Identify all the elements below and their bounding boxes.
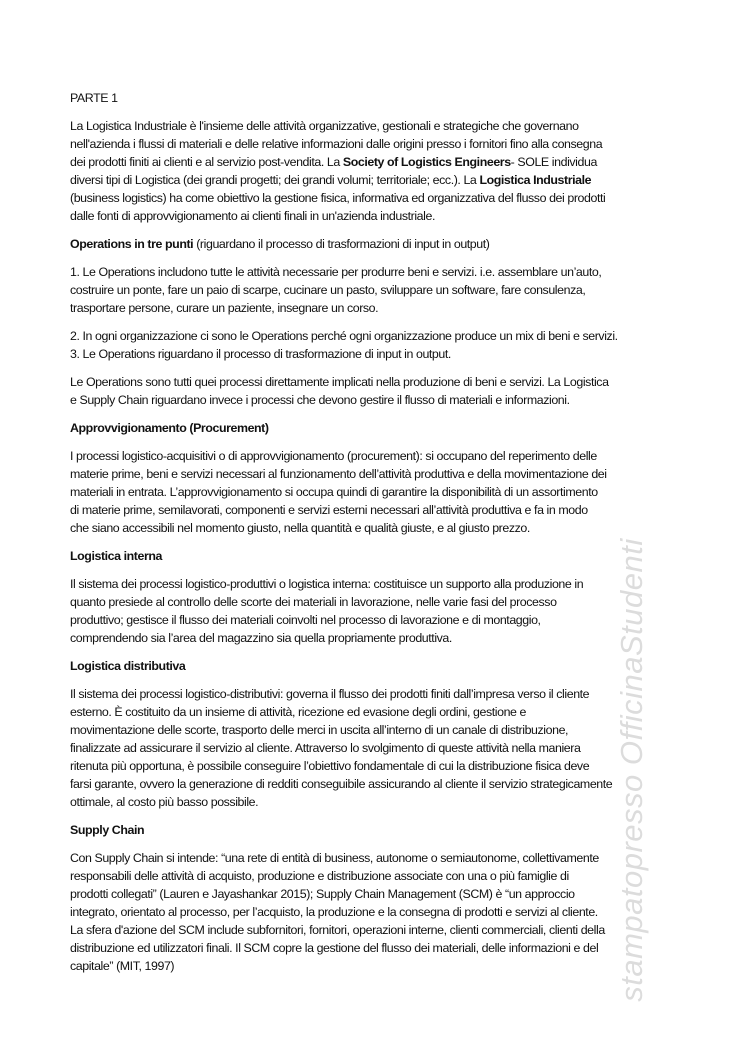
text-line [70, 957, 690, 975]
operations-points-2-3 [70, 327, 690, 363]
text: movimentazione delle scorte, trasporto delle merci in uscita all’interno di un canale di distribuzione, [70, 723, 569, 737]
text-line [70, 235, 690, 253]
text-line [70, 903, 690, 921]
document-page [70, 89, 690, 985]
text-line [70, 327, 690, 345]
text-line [70, 575, 690, 593]
text: dalle fonti di approvvigionamento ai clienti finali in un'azienda industriale. [70, 209, 435, 223]
text: responsabili delle attività di acquisto, produzione e distribuzione associate con una o più famiglie di [70, 869, 569, 883]
text-line [70, 921, 690, 939]
text-line [70, 519, 690, 537]
text-line [70, 939, 690, 957]
distribution-logistics-heading [70, 657, 690, 675]
text: (riguardano il processo di trasformazioni di input in output) [193, 237, 490, 251]
text-line [70, 89, 690, 107]
text-line [70, 171, 690, 189]
text-line [70, 657, 690, 675]
internal-logistics-paragraph [70, 575, 690, 647]
text-line [70, 885, 690, 903]
bold-text: Approvvigionamento (Procurement) [70, 421, 269, 435]
bold-text: Logistica Industriale [479, 173, 592, 187]
text: che siano accessibili nel momento giusto, nella quantità e qualità giuste, e al giusto prezzo. [70, 521, 530, 535]
text-line [70, 821, 690, 839]
text-line [70, 685, 690, 703]
text-line [70, 739, 690, 757]
text-line [70, 793, 690, 811]
text-line [70, 345, 690, 363]
text: e Supply Chain riguardano invece i processi che devono gestire il flusso di materiali e informazioni. [70, 393, 570, 407]
text: materie prime, beni e servizi necessari al funzionamento dell’attività produttiva e della movimentazione dei [70, 467, 607, 481]
operations-paragraph [70, 373, 690, 409]
text: trasportare persone, curare un paziente, insegnare un corso. [70, 301, 379, 315]
internal-logistics-heading [70, 547, 690, 565]
bold-text: Supply Chain [70, 823, 145, 837]
text-line [70, 501, 690, 519]
text-line [70, 153, 690, 171]
text-line [70, 775, 690, 793]
text-line [70, 629, 690, 647]
text-line [70, 263, 690, 281]
text-line [70, 849, 690, 867]
text-line [70, 391, 690, 409]
supply-chain-heading [70, 821, 690, 839]
text: ottimale, al costo più basso possibile. [70, 795, 259, 809]
operations-point-1 [70, 263, 690, 317]
procurement-heading [70, 419, 690, 437]
procurement-paragraph [70, 447, 690, 537]
text: 3. Le Operations riguardano il processo di trasformazione di input in output. [70, 347, 451, 361]
text: di materie prime, semilavorati, componenti e servizi esterni necessari all’attività produttiva e fa in modo [70, 503, 588, 517]
text-line [70, 611, 690, 629]
supply-chain-paragraph [70, 849, 690, 975]
text: capitale” (MIT, 1997) [70, 959, 175, 973]
bold-text: Logistica interna [70, 549, 163, 563]
text-line [70, 117, 690, 135]
text: (business logistics) ha come obiettivo la gestione fisica, informativa ed organizzativa del flusso dei prodotti [70, 191, 606, 205]
text: distribuzione ed utilizzatori finali. Il SCM copre la gestione del flusso dei materiali, delle informazioni e del [70, 941, 599, 955]
text: produttivo; gestisce il flusso dei materiali coinvolti nel processo di lavorazione e di montaggio, [70, 613, 541, 627]
bold-text: Society of Logistics Engineers [342, 155, 511, 169]
section-title [70, 89, 690, 107]
bold-text: Logistica distributiva [70, 659, 186, 673]
text: Il sistema dei processi logistico-distributivi: governa il flusso dei prodotti finiti dall’impresa verso il cliente [70, 687, 590, 701]
operations-heading [70, 235, 690, 253]
text: I processi logistico-acquisitivi o di approvvigionamento (procurement): si occupano del reperimento delle [70, 449, 597, 463]
bold-text: Operations in tre punti [70, 237, 194, 251]
text: esterno. È costituito da un insieme di attività, ricezione ed evasione degli ordini, gestione e [70, 705, 527, 719]
text: finalizzate ad assicurare il servizio al cliente. Attraverso lo svolgimento di queste attività nella maniera [70, 741, 581, 755]
text-line [70, 299, 690, 317]
text: farsi garante, ovvero la generazione di redditi conseguibile assicurando al cliente il servizio strategicamente [70, 777, 613, 791]
intro-paragraph [70, 117, 690, 225]
text: La Logistica Industriale è l'insieme delle attività organizzative, gestionali e strategiche che governano [70, 119, 579, 133]
text-line [70, 447, 690, 465]
text: 2. In ogni organizzazione ci sono le Operations perché ogni organizzazione produce un mix di beni e servizi. [70, 329, 618, 343]
text-line [70, 281, 690, 299]
text: comprendendo sia l’area del magazzino sia quella propriamente produttiva. [70, 631, 452, 645]
text-line [70, 547, 690, 565]
text-line [70, 483, 690, 501]
text-line [70, 207, 690, 225]
text: diversi tipi di Logistica (dei grandi progetti; dei grandi volumi; territoriale; ecc.). La [70, 173, 480, 187]
text: nell'azienda i flussi di materiali e delle relative informazioni dalle origini presso i fornitori fino alla consegna [70, 137, 603, 151]
text: ritenuta più opportuna, è possibile conseguire l’obiettivo fondamentale di cui la distribuzione fisica deve [70, 759, 590, 773]
text: Il sistema dei processi logistico-produttivi o logistica interna: costituisce un supporto alla produzione in [70, 577, 584, 591]
text-line [70, 593, 690, 611]
text: costruire un ponte, fare un paio di scarpe, cucinare un pasto, sviluppare un software, fare consulenza, [70, 283, 586, 297]
text-line [70, 867, 690, 885]
text-line [70, 465, 690, 483]
text: PARTE 1 [70, 91, 118, 105]
text-line [70, 419, 690, 437]
text: Le Operations sono tutti quei processi direttamente implicati nella produzione di beni e servizi. La Logistica [70, 375, 609, 389]
text: integrato, orientato al processo, per l’acquisto, la produzione e la consegna di prodotti e servizi al cliente. [70, 905, 598, 919]
text: La sfera d'azione del SCM include subfornitori, fornitori, operazioni interne, clienti commerciali, clienti della [70, 923, 605, 937]
text-line [70, 721, 690, 739]
distribution-logistics-paragraph [70, 685, 690, 811]
text: prodotti collegati” (Lauren e Jayashankar 2015); Supply Chain Management (SCM) è “un approccio [70, 887, 575, 901]
text: quanto presiede al controllo delle scorte dei materiali in lavorazione, nelle varie fasi del processo [70, 595, 557, 609]
text: materiali in entrata. L’approvvigionamento si occupa quindi di garantire la disponibilità di un assortimento [70, 485, 598, 499]
text-line [70, 135, 690, 153]
text-line [70, 189, 690, 207]
text: Con Supply Chain si intende: “una rete di entità di business, autonome o semiautonome, collettivamente [70, 851, 599, 865]
text: - SOLE individua [510, 155, 597, 169]
text-line [70, 757, 690, 775]
text-line [70, 703, 690, 721]
watermark: stampatopresso OfficinaStudenti [614, 538, 649, 1002]
text-line [70, 373, 690, 391]
text: dei prodotti finiti ai clienti e al servizio post-vendita. La [70, 155, 343, 169]
text: 1. Le Operations includono tutte le attività necessarie per produrre beni e servizi. i.e. assemblare un’auto, [70, 265, 602, 279]
